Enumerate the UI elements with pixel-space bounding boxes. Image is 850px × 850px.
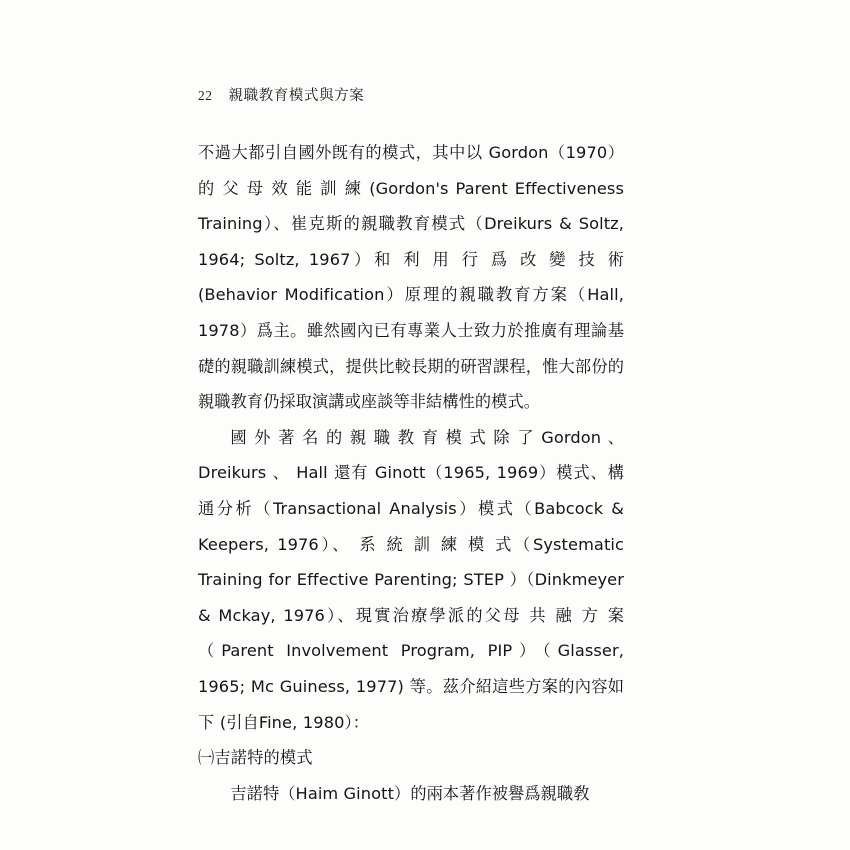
- paragraph-1: 不過大都引自國外旣有的模式，其中以 Gordon（1970）的 父 母 效 能 訓 練 (Gordon's Parent Effectiveness Training）、崔克斯的親職教育模式（Dreikurs & Soltz, 1964; Soltz, 1967）和 利 用 行 爲 改 變 技 術 (Behavior Modification）原理的親職教育方案（Hall, 1978）爲主。雖然國內已有專業人士致力於推廣有理論基礎的親職訓練模式，提供比較長期的硏習課程，惟大部份的親職教育仍採取演講或座談等非結構性的模式。: [198, 143, 624, 412]
- section-heading-1: ㈠吉諾特的模式: [198, 748, 313, 768]
- running-title: 親職教育模式與方案: [228, 88, 365, 104]
- body-text: [198, 135, 624, 811]
- paragraph-2: 國 外 著 名 的 親 職 教 育 模 式 除 了 Gordon 、 Dreikurs 、 Hall 還有 Ginott（1965, 1969）模式、構通分析（Transactional Analysis）模式（Babcock & Keepers, 1976）、 系 統 訓 練 模 式（Systematic Training for Effective Parenting; STEP ）（Dinkmeyer & Mckay, 1976）、現實治療學派的父母 共 融 方 案（Parent Involvement Program, PIP）（Glasser, 1965; Mc Guiness, 1977) 等。茲介紹這些方案的內容如下 (引自Fine, 1980）：: [198, 427, 624, 732]
- page-content: [198, 84, 624, 811]
- paragraph-3: 吉諾特（Haim Ginott）的兩本著作被譽爲親職敎: [230, 783, 590, 803]
- page-header: [198, 84, 624, 105]
- page-number: 22: [198, 88, 213, 103]
